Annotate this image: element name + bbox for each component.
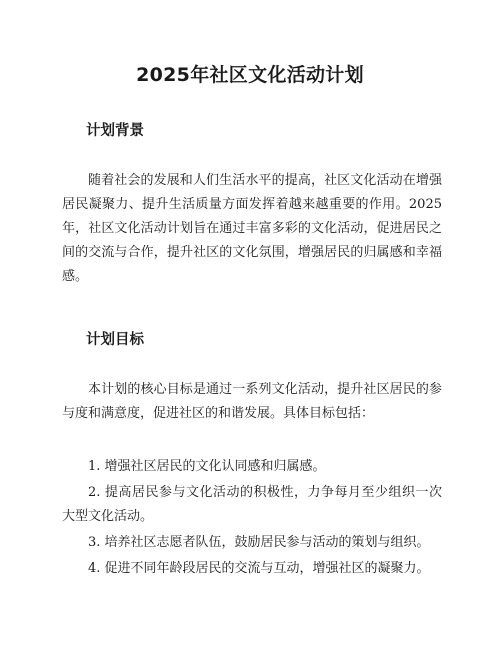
document-title: 2025年社区文化活动计划 bbox=[136, 64, 364, 86]
goals-paragraph: 本计划的核心目标是通过一系列文化活动，提升社区居民的参与度和满意度，促进社区的和谐发展。具体目标包括： bbox=[62, 382, 442, 421]
list-item: 2. 提高居民参与文化活动的积极性，力争每月至少组织一次大型文化活动。 bbox=[62, 485, 442, 524]
section-heading-goals: 计划目标 bbox=[86, 332, 144, 348]
list-item: 4. 促进不同年龄段居民的交流与互动，增强社区的凝聚力。 bbox=[88, 561, 430, 576]
goals-list bbox=[62, 455, 442, 583]
section-heading-background: 计划背景 bbox=[86, 123, 144, 139]
list-item: 3. 培养社区志愿者队伍，鼓励居民参与活动的策划与组织。 bbox=[88, 535, 430, 550]
background-paragraph: 随着社会的发展和人们生活水平的提高，社区文化活动在增强居民凝聚力、提升生活质量方面发挥着越来越重要的作用。2025年，社区文化活动计划旨在通过丰富多彩的文化活动，促进居民之间的交流与合作，提升社区的文化氛围，增强居民的归属感和幸福感。 bbox=[62, 173, 442, 284]
list-item: 1. 增强社区居民的文化认同感和归属感。 bbox=[88, 459, 326, 474]
